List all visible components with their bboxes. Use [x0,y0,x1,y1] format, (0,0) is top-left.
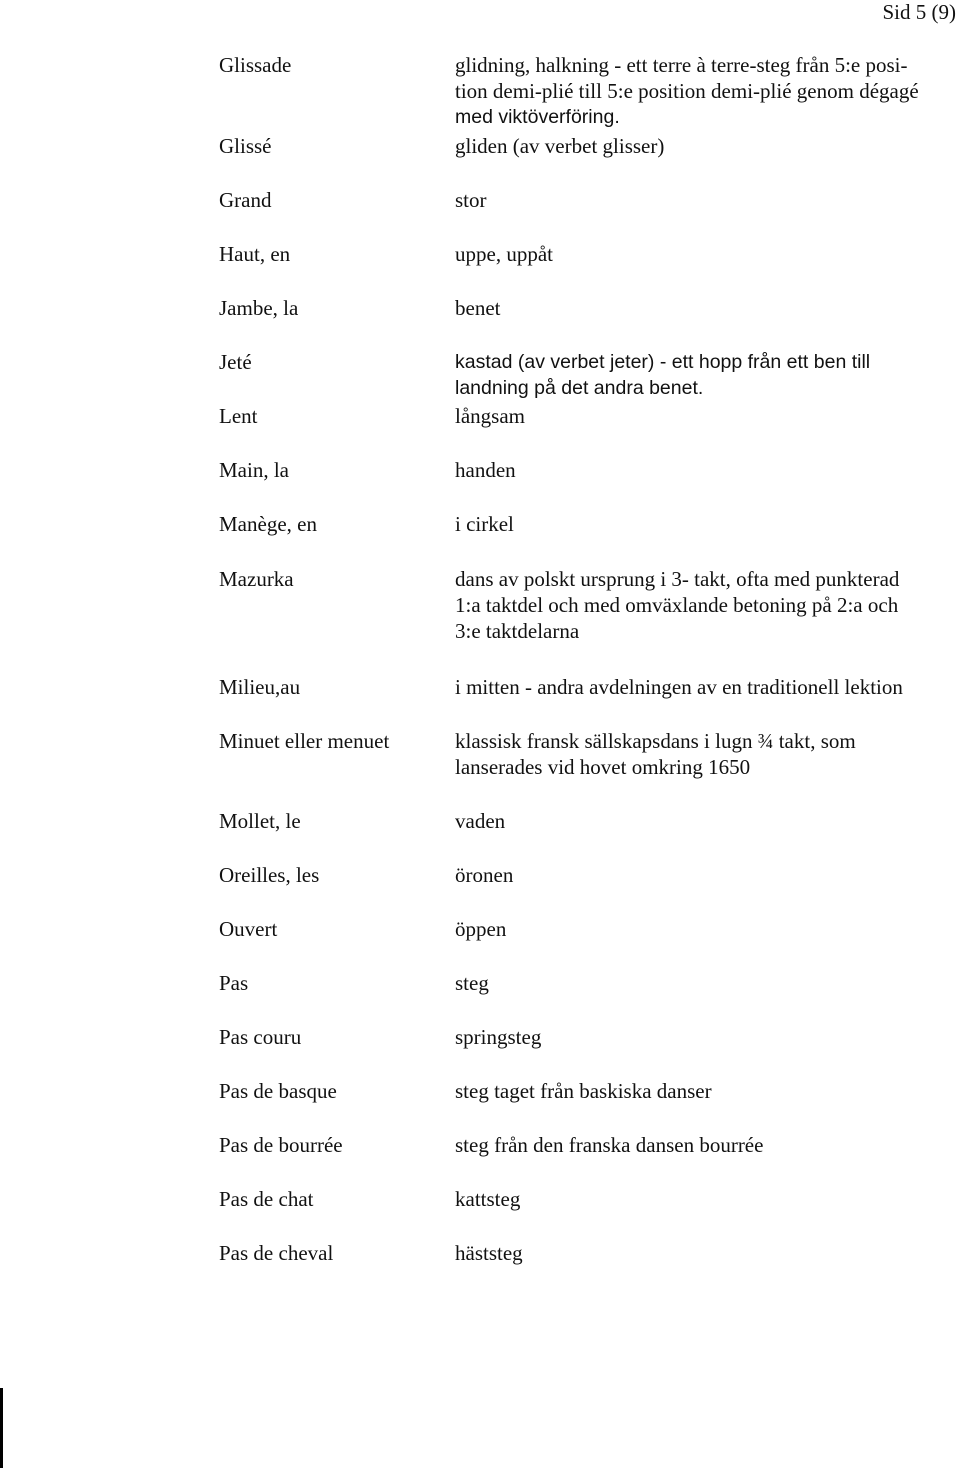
definition [455,349,960,401]
definition-line: springsteg [455,1025,542,1049]
term: Minuet eller menuet [219,729,390,753]
definition [455,674,960,700]
definition-line: landning på det andra benet. [455,377,704,399]
definition [455,566,960,644]
definition-line: glidning, halkning - ett terre à terre-steg från 5:e posi- [455,53,908,77]
definition [455,1240,960,1266]
definition-line: 3:e taktdelarna [455,619,580,643]
definition [455,808,960,834]
definition-line: stor [455,188,487,212]
term: Milieu,au [219,675,301,699]
term: Pas de chat [219,1187,314,1211]
definition [455,728,960,780]
definition-line: benet [455,296,501,320]
term: Jeté [219,350,252,374]
definition [455,457,960,483]
term: Pas de cheval [219,1241,334,1265]
page-number: Sid 5 (9) [882,0,956,24]
term: Haut, en [219,242,291,266]
definition-line: handen [455,458,516,482]
definition [455,862,960,888]
definition-line: kastad (av verbet jeter) - ett hopp från ett ben till [455,351,871,373]
definition [455,133,960,159]
definition-line: steg från den franska dansen bourrée [455,1133,764,1157]
definition-line: dans av polskt ursprung i 3- takt, ofta med punkterad [455,567,900,591]
term: Ouvert [219,917,278,941]
definition [455,52,960,130]
definition [455,403,960,429]
term: Oreilles, les [219,863,320,887]
definition-line: steg [455,971,489,995]
definition-line: gliden (av verbet glisser) [455,134,665,158]
definition-line: vaden [455,809,506,833]
definition [455,1186,960,1212]
term: Glissade [219,53,292,77]
definition [455,511,960,537]
definition-line: steg taget från baskiska danser [455,1079,712,1103]
definition-line: tion demi-plié till 5:e position demi-plié genom dégagé [455,79,919,103]
definition-line: 1:a taktdel och med omväxlande betoning på 2:a och [455,593,899,617]
definition-line: kattsteg [455,1187,521,1211]
term: Pas couru [219,1025,302,1049]
definition [455,1132,960,1158]
definition [455,187,960,213]
term: Glissé [219,134,272,158]
term: Pas de basque [219,1079,337,1103]
definition-line: häststeg [455,1241,523,1265]
definition [455,970,960,996]
definition [455,1078,960,1104]
term: Pas [219,971,249,995]
definition-line: lanserades vid hovet omkring 1650 [455,755,751,779]
definition-line: klassisk fransk sällskapsdans i lugn ¾ takt, som [455,729,856,753]
term: Mollet, le [219,809,301,833]
term: Mazurka [219,567,294,591]
definition [455,916,960,942]
term: Main, la [219,458,289,482]
definition-line: uppe, uppåt [455,242,553,266]
term: Jambe, la [219,296,299,320]
definition [455,1024,960,1050]
term: Lent [219,404,258,428]
definition-line: i mitten - andra avdelningen av en traditionell lektion [455,675,903,699]
definition-line: långsam [455,404,525,428]
definition-line: öronen [455,863,514,887]
definition-line: i cirkel [455,512,514,536]
term: Grand [219,188,272,212]
definition-line: öppen [455,917,507,941]
definition-line: med viktöverföring. [455,106,620,128]
term: Pas de bourrée [219,1133,343,1157]
definition [455,241,960,267]
scan-margin-bar [0,1388,3,1468]
term: Manège, en [219,512,317,536]
definition [455,295,960,321]
